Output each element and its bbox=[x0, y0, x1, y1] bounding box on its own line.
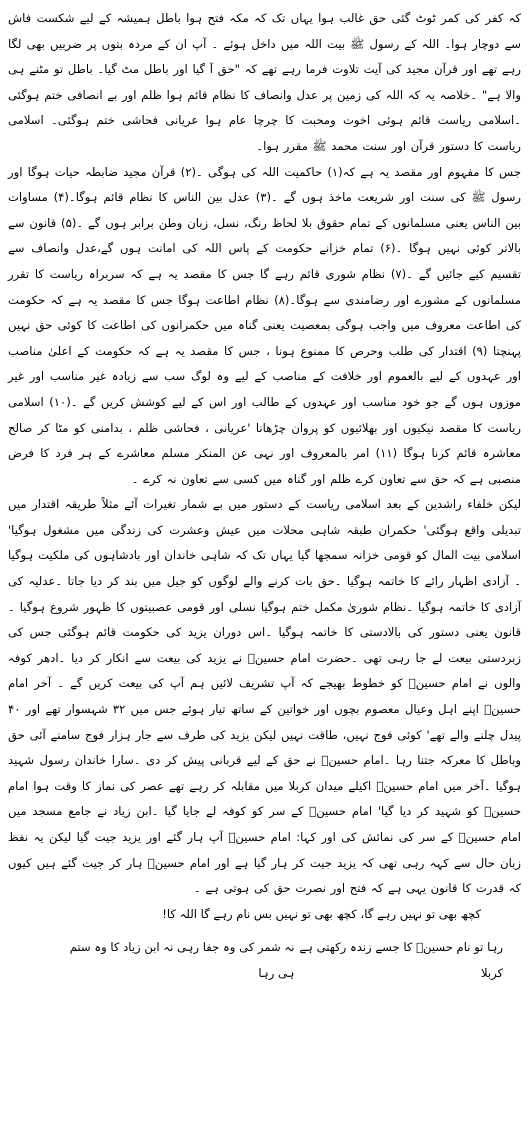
paragraph-state-principles: جس کا مفہوم اور مقصد یہ ہے کہ(۱) حاکمیت اللہ کی ہوگی ۔(۲) قرآن مجید ضابطہ حیات ہوگا اور رسول ﷺ کی سنت اور شریعت ماخذ ہوں گے ۔(۳) عدل بین الناس کا نظام قائم ہوگا۔(۴) مساوات بین الناس یعنی مسلمانوں کے تمام حقوق بلا لحاظ رنگ، نسل، زبان وطن برابر ہوں گے ۔(۵) قانون سے بالاتر کوئی نہیں ہوگا ۔(۶) تمام خزانے حکومت کے پاس اللہ کی امانت ہوں گے،عدل وانصاف سے تقسیم کیے جائیں گے ۔(۷) نظام شوری قائم رہے گا جس کا مقصد یہ ہے کہ سربراہ ریاست کا تقرر مسلمانوں کے مشورے اور رضامندی سے ہوگا۔(۸) نظام اطاعت ہوگا جس کا مقصد یہ ہے کہ حکومت کی اطاعت معروف میں واجب ہوگی بمعصیت یعنی گناہ میں حکمرانوں کی اطاعت کا کوئی حق نہیں پہنچتا (۹) اقتدار کی طلب وحرص کا ممنوع ہونا ، جس کا مقصد یہ ہے کہ حکومت کے اعلیٰ مناصب اور عہدوں کے لیے بالعموم اور خلافت کے مناصب کے لیے وہ لوگ سب سے زیادہ غیر مناسب اور غیر موزوں ہوں گے جو خود مناسب اور عہدوں کے طالب اور اس کے لیے کوشش کریں گے ۔(۱۰) اسلامی ریاست کا مقصد نیکیوں اور بھلائیوں کو پروان چڑھانا 'عریانی ، فحاشی ظلم ، بدامنی کو مٹا کر صالح معاشرہ قائم کرنا ہوگا (۱۱) امر بالمعروف اور نہی عن المنکر مسلم معاشرے کے ہر فرد کا فرض منصبی ہے کہ حق سے تعاون کرے ظلم اور گناہ میں کسی سے تعاون نہ کرے ۔ bbox=[8, 164, 522, 486]
couplet-right-hemistich: رہا تو نام حسینؓ کا جسے زندہ رکھتی ہے کربلا bbox=[299, 940, 503, 980]
verse-line: کچھ بھی تو نہیں رہے گا، کچھ بھی تو نہیں بس نام رہے گا اللہ کا! bbox=[162, 906, 481, 921]
couplet-left-hemistich: نہ شمر کی وہ جفا رہی نہ ابن زیاد کا وہ ستم ہی رہا bbox=[69, 940, 295, 980]
paragraph-intro: کہ کفر کی کمر ٹوٹ گئی حق غالب ہوا یہاں تک کہ مکہ فتح ہوا باطل ہمیشہ کے لیے شکست فاش سے دوچار ہوا۔ اللہ کے رسول ﷺ بیت اللہ میں داخل ہوئے ۔ آپ ان کے مردہ بتوں پر ضربیں بھی لگا رہے تھے اور قرآن مجید کی آیت تلاوت فرما رہے تھے کہ "حق آ گیا اور باطل مٹ گیا۔ باطل تو مٹنے ہی والا ہے" ۔خلاصہ یہ کہ اللہ کی زمین پر عدل وانصاف کا نظام قائم ہوا ظلم اور بے انصافی ختم ہوگئی ۔اسلامی ریاست قائم ہوئی اخوت ومحبت کا چرچا عام ہوا عریانی فحاشی ختم ہوگئی۔ اسلامی ریاست کا دستور قرآن اور سنت محمد ﷺ مقرر ہوا۔ bbox=[8, 11, 521, 153]
paragraph-karbala: لیکن خلفاء راشدین کے بعد اسلامی ریاست کے دستور میں بے شمار تغیرات آئے مثلاً طریقہ اقتدار میں تبدیلی واقع ہوگئی' حکمران طبقہ شاہی محلات میں عیش وعشرت کی زندگی میں مشغول ہوگیا' اسلامی بیت المال کو قومی خزانہ سمجھا گیا یہاں تک کہ شاہی خاندان اور بادشاہوں کی ملکیت ہوگیا ۔ آزادی اظہار رائے کا خاتمہ ہوگیا ۔حق بات کرنے والے لوگوں کو جیل میں بند کر دیا جاتا ۔عدلیہ کی آزادی کا خاتمہ ہوگیا ۔نظام شوریٰ مکمل ختم ہوگیا نسلی اور قومی عصبیتوں کا ظہور شروع ہوگیا ۔ قانون یعنی دستور کی بالادستی کا خاتمہ ہوگیا ۔اس دوران یزید کی حکومت قائم ہوگئی جس کی زبردستی بیعت لے جا رہی تھی ۔حضرت امام حسینؓ نے یزید کی بیعت سے انکار کر دیا ۔ادھر کوفہ والوں نے امام حسینؓ کو خطوط بھیجے کہ آپ تشریف لائیں ہم آپ کی بیعت کریں گے ۔ آخر امام حسینؓ اپنے اہل وعیال معصوم بچوں اور خواتین کے ساتھ تیار ہوئے جس میں ۳۲ شہسوار تھے اور ۴۰ پیدل چلنے والے تھے' کوئی فوج نہیں، طاقت نہیں لیکن یزید کی طرف سے جار ہزار فوج سامنے آئی حق وباطل کا معرکہ جتنا رہا ۔امام حسینؓ نے حق کے لیے قربانی پیش کر دی ۔سارا خاندان رسول شہید ہوگیا ۔آخر میں امام حسینؓ اکیلے میدان کربلا میں مقابلہ کر رہے تھے عصر کی نماز کا وقت ہوا امام حسینؓ کو شہید کر دیا گیا' امام حسینؓ کے سر کو کوفہ لے جایا گیا ۔ابن زیاد نے جامع مسجد میں امام حسینؓ کے سر کی نمائش کی اور کہا: امام حسینؓ آپ ہار گئے اور یزید جیت گیا لیکن یہ نفظ زبان حال سے کہہ رہی تھی کہ یزید جیت کر ہار گیا ہے اور امام حسینؓ ہار کر جیت گئے ہیں کیوں کہ قدرت کا قانون یہی ہے کہ فتح اور نصرت حق کی ہوتی ہے ۔ bbox=[8, 497, 521, 896]
couplet bbox=[8, 927, 521, 986]
